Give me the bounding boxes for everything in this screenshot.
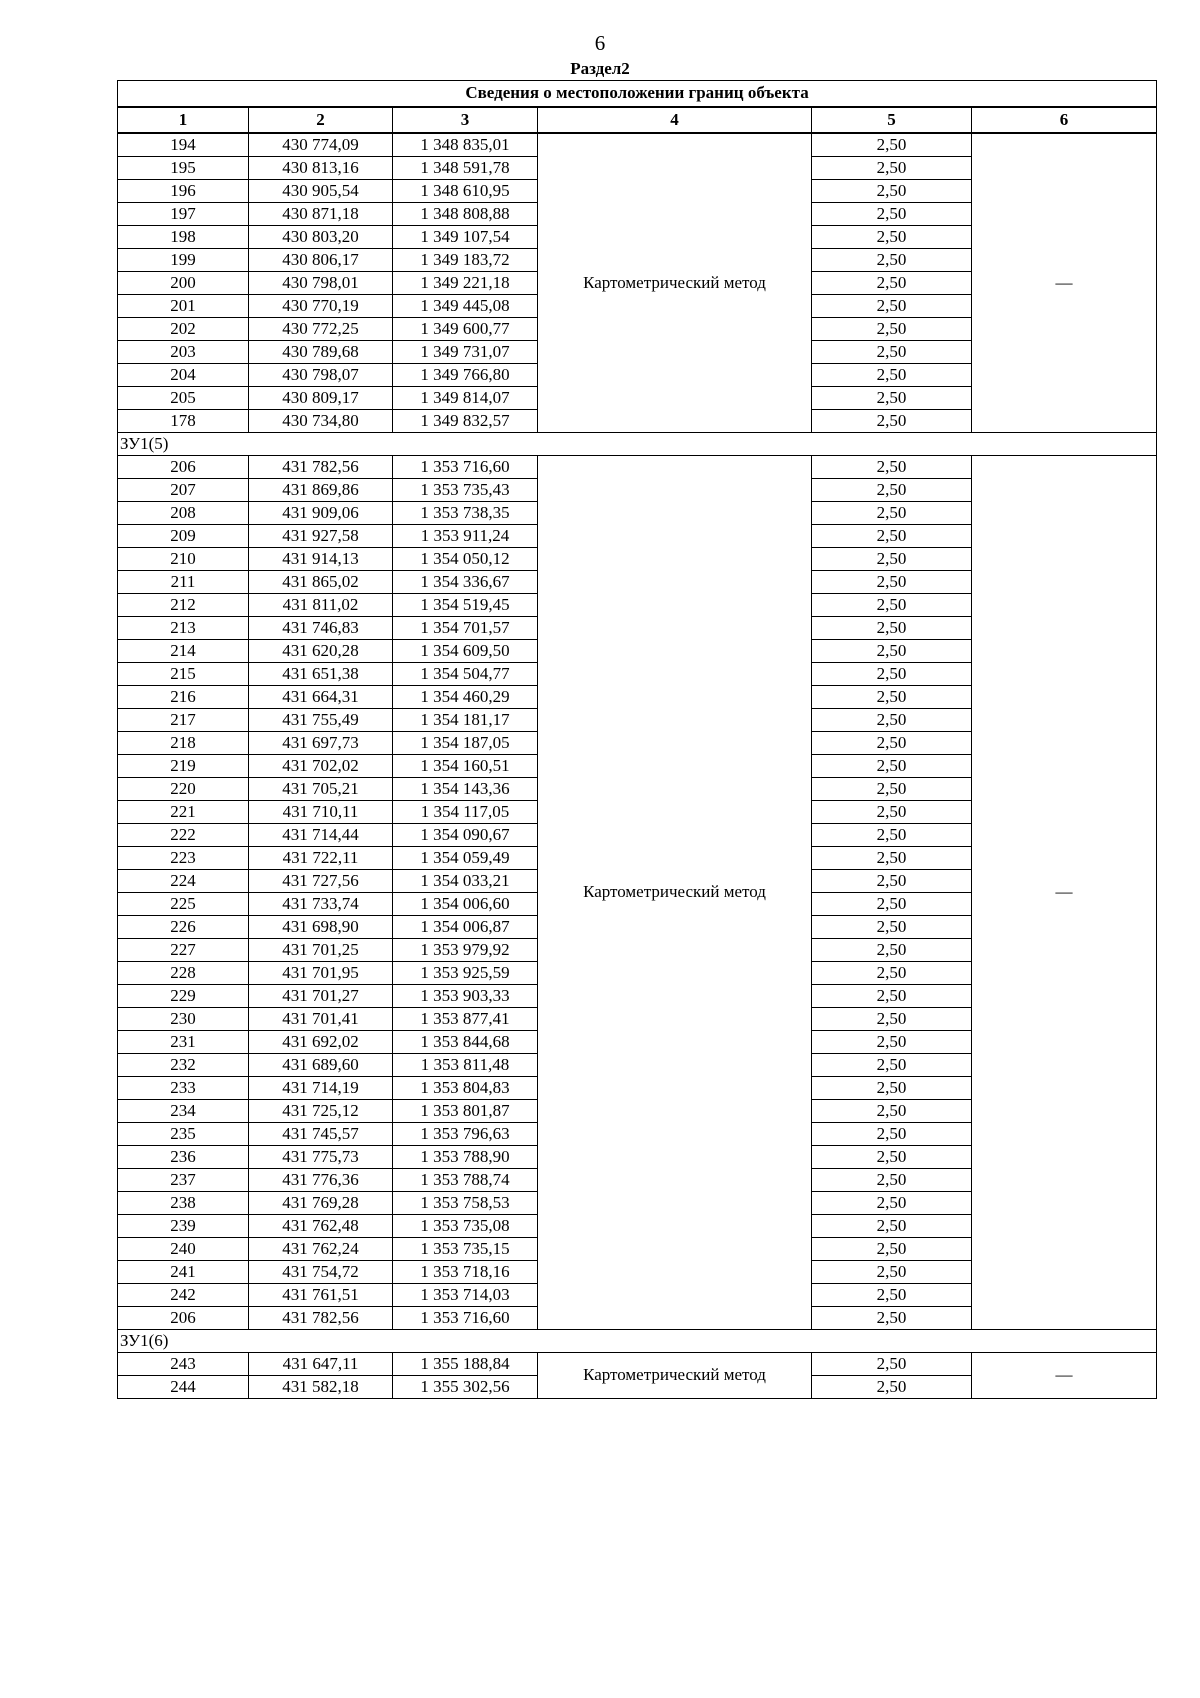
method-cell: Картометрический метод (538, 1352, 812, 1398)
point-number-cell: 216 (118, 685, 249, 708)
accuracy-cell: 2,50 (812, 547, 972, 570)
accuracy-cell: 2,50 (812, 777, 972, 800)
point-number-cell: 214 (118, 639, 249, 662)
coordinate-x-cell: 430 905,54 (249, 179, 393, 202)
accuracy-cell: 2,50 (812, 685, 972, 708)
column-header-3: 3 (393, 107, 538, 133)
point-number-cell: 213 (118, 616, 249, 639)
point-number-cell: 207 (118, 478, 249, 501)
coordinate-x-cell: 431 782,56 (249, 1306, 393, 1329)
point-number-cell: 244 (118, 1375, 249, 1398)
note-cell: — (972, 455, 1157, 1329)
coordinate-x-cell: 430 871,18 (249, 202, 393, 225)
coordinate-x-cell: 431 710,11 (249, 800, 393, 823)
coordinate-x-cell: 431 647,11 (249, 1352, 393, 1375)
coordinate-x-cell: 431 582,18 (249, 1375, 393, 1398)
accuracy-cell: 2,50 (812, 1099, 972, 1122)
coordinate-x-cell: 431 705,21 (249, 777, 393, 800)
accuracy-cell: 2,50 (812, 1283, 972, 1306)
coordinate-x-cell: 431 769,28 (249, 1191, 393, 1214)
point-number-cell: 230 (118, 1007, 249, 1030)
coordinate-x-cell: 431 727,56 (249, 869, 393, 892)
coordinate-y-cell: 1 353 877,41 (393, 1007, 538, 1030)
coordinate-x-cell: 431 762,48 (249, 1214, 393, 1237)
accuracy-cell: 2,50 (812, 1191, 972, 1214)
accuracy-cell: 2,50 (812, 1030, 972, 1053)
coordinate-x-cell: 431 698,90 (249, 915, 393, 938)
coordinate-x-cell: 431 865,02 (249, 570, 393, 593)
section-title: Раздел2 (570, 59, 630, 78)
coordinate-x-cell: 430 772,25 (249, 317, 393, 340)
accuracy-cell: 2,50 (812, 409, 972, 432)
coordinate-x-cell: 431 746,83 (249, 616, 393, 639)
accuracy-cell: 2,50 (812, 1076, 972, 1099)
coordinate-y-cell: 1 355 188,84 (393, 1352, 538, 1375)
point-number-cell: 217 (118, 708, 249, 731)
accuracy-cell: 2,50 (812, 570, 972, 593)
coordinate-x-cell: 430 798,01 (249, 271, 393, 294)
coordinate-x-cell: 431 869,86 (249, 478, 393, 501)
point-number-cell: 229 (118, 984, 249, 1007)
accuracy-cell: 2,50 (812, 754, 972, 777)
coordinate-y-cell: 1 349 183,72 (393, 248, 538, 271)
coordinate-y-cell: 1 353 801,87 (393, 1099, 538, 1122)
coordinate-y-cell: 1 354 160,51 (393, 754, 538, 777)
point-number-cell: 224 (118, 869, 249, 892)
point-number-cell: 202 (118, 317, 249, 340)
method-cell: Картометрический метод (538, 133, 812, 433)
accuracy-cell: 2,50 (812, 340, 972, 363)
accuracy-cell: 2,50 (812, 202, 972, 225)
point-number-cell: 221 (118, 800, 249, 823)
coordinate-x-cell: 431 725,12 (249, 1099, 393, 1122)
accuracy-cell: 2,50 (812, 1214, 972, 1237)
point-number-cell: 237 (118, 1168, 249, 1191)
group-label: ЗУ1(5) (118, 432, 1157, 455)
coordinate-x-cell: 430 809,17 (249, 386, 393, 409)
coordinate-x-cell: 431 782,56 (249, 455, 393, 478)
coordinate-y-cell: 1 353 911,24 (393, 524, 538, 547)
point-number-cell: 212 (118, 593, 249, 616)
coordinate-x-cell: 431 714,44 (249, 823, 393, 846)
coordinate-x-cell: 431 714,19 (249, 1076, 393, 1099)
accuracy-cell: 2,50 (812, 1306, 972, 1329)
coordinate-y-cell: 1 354 143,36 (393, 777, 538, 800)
coordinate-x-cell: 431 701,41 (249, 1007, 393, 1030)
accuracy-cell: 2,50 (812, 455, 972, 478)
coordinate-y-cell: 1 349 814,07 (393, 386, 538, 409)
point-number-cell: 206 (118, 1306, 249, 1329)
point-number-cell: 201 (118, 294, 249, 317)
coordinate-y-cell: 1 353 758,53 (393, 1191, 538, 1214)
coordinate-y-cell: 1 353 844,68 (393, 1030, 538, 1053)
coordinate-x-cell: 430 789,68 (249, 340, 393, 363)
point-number-cell: 206 (118, 455, 249, 478)
coordinate-x-cell: 430 774,09 (249, 133, 393, 157)
coordinate-y-cell: 1 353 738,35 (393, 501, 538, 524)
coordinate-y-cell: 1 353 788,90 (393, 1145, 538, 1168)
point-number-cell: 205 (118, 386, 249, 409)
accuracy-cell: 2,50 (812, 846, 972, 869)
coordinate-x-cell: 431 722,11 (249, 846, 393, 869)
method-cell: Картометрический метод (538, 455, 812, 1329)
coordinate-y-cell: 1 353 716,60 (393, 455, 538, 478)
coordinate-x-cell: 431 702,02 (249, 754, 393, 777)
column-header-1: 1 (118, 107, 249, 133)
point-number-cell: 242 (118, 1283, 249, 1306)
page-number: 6 (594, 31, 606, 55)
coordinate-y-cell: 1 353 796,63 (393, 1122, 538, 1145)
column-header-4: 4 (538, 107, 812, 133)
coordinate-y-cell: 1 354 090,67 (393, 823, 538, 846)
point-number-cell: 210 (118, 547, 249, 570)
point-number-cell: 219 (118, 754, 249, 777)
coordinate-x-cell: 430 813,16 (249, 156, 393, 179)
coordinate-y-cell: 1 353 716,60 (393, 1306, 538, 1329)
table-title: Сведения о местоположении границ объекта (118, 81, 1157, 107)
coordinate-y-cell: 1 354 519,45 (393, 593, 538, 616)
coordinate-x-cell: 431 697,73 (249, 731, 393, 754)
coordinate-y-cell: 1 348 591,78 (393, 156, 538, 179)
point-number-cell: 222 (118, 823, 249, 846)
coordinate-y-cell: 1 354 187,05 (393, 731, 538, 754)
coordinate-y-cell: 1 354 609,50 (393, 639, 538, 662)
column-header-6: 6 (972, 107, 1157, 133)
point-number-cell: 196 (118, 179, 249, 202)
table-row (118, 1352, 1157, 1375)
point-number-cell: 233 (118, 1076, 249, 1099)
accuracy-cell: 2,50 (812, 708, 972, 731)
coordinate-x-cell: 431 701,95 (249, 961, 393, 984)
point-number-cell: 238 (118, 1191, 249, 1214)
coordinate-x-cell: 431 762,24 (249, 1237, 393, 1260)
coordinate-x-cell: 431 620,28 (249, 639, 393, 662)
accuracy-cell: 2,50 (812, 179, 972, 202)
accuracy-cell: 2,50 (812, 593, 972, 616)
column-header-row (118, 107, 1157, 133)
coordinate-y-cell: 1 354 181,17 (393, 708, 538, 731)
coordinate-y-cell: 1 349 832,57 (393, 409, 538, 432)
coordinate-y-cell: 1 354 336,67 (393, 570, 538, 593)
point-number-cell: 228 (118, 961, 249, 984)
group-label: ЗУ1(6) (118, 1329, 1157, 1352)
accuracy-cell: 2,50 (812, 386, 972, 409)
accuracy-cell: 2,50 (812, 294, 972, 317)
coordinate-x-cell: 431 761,51 (249, 1283, 393, 1306)
accuracy-cell: 2,50 (812, 823, 972, 846)
accuracy-cell: 2,50 (812, 616, 972, 639)
boundary-coordinates-table (117, 80, 1157, 1399)
coordinate-x-cell: 430 770,19 (249, 294, 393, 317)
accuracy-cell: 2,50 (812, 478, 972, 501)
table-title-row (118, 81, 1157, 107)
point-number-cell: 203 (118, 340, 249, 363)
point-number-cell: 235 (118, 1122, 249, 1145)
accuracy-cell: 2,50 (812, 1260, 972, 1283)
coordinate-x-cell: 431 811,02 (249, 593, 393, 616)
coordinate-x-cell: 431 689,60 (249, 1053, 393, 1076)
coordinate-y-cell: 1 349 600,77 (393, 317, 538, 340)
coordinate-x-cell: 431 664,31 (249, 685, 393, 708)
coordinate-y-cell: 1 353 925,59 (393, 961, 538, 984)
point-number-cell: 223 (118, 846, 249, 869)
coordinate-y-cell: 1 354 117,05 (393, 800, 538, 823)
accuracy-cell: 2,50 (812, 1122, 972, 1145)
point-number-cell: 211 (118, 570, 249, 593)
accuracy-cell: 2,50 (812, 915, 972, 938)
coordinate-y-cell: 1 353 903,33 (393, 984, 538, 1007)
coordinate-x-cell: 431 701,27 (249, 984, 393, 1007)
accuracy-cell: 2,50 (812, 248, 972, 271)
accuracy-cell: 2,50 (812, 984, 972, 1007)
coordinate-y-cell: 1 353 788,74 (393, 1168, 538, 1191)
accuracy-cell: 2,50 (812, 961, 972, 984)
coordinate-x-cell: 431 755,49 (249, 708, 393, 731)
point-number-cell: 236 (118, 1145, 249, 1168)
coordinate-x-cell: 430 734,80 (249, 409, 393, 432)
accuracy-cell: 2,50 (812, 524, 972, 547)
point-number-cell: 194 (118, 133, 249, 157)
coordinate-x-cell: 431 745,57 (249, 1122, 393, 1145)
coordinate-x-cell: 431 733,74 (249, 892, 393, 915)
coordinate-y-cell: 1 349 107,54 (393, 225, 538, 248)
coordinate-y-cell: 1 353 714,03 (393, 1283, 538, 1306)
coordinate-x-cell: 431 927,58 (249, 524, 393, 547)
coordinate-y-cell: 1 354 006,87 (393, 915, 538, 938)
point-number-cell: 178 (118, 409, 249, 432)
coordinate-y-cell: 1 354 050,12 (393, 547, 538, 570)
coordinate-x-cell: 431 775,73 (249, 1145, 393, 1168)
accuracy-cell: 2,50 (812, 501, 972, 524)
accuracy-cell: 2,50 (812, 731, 972, 754)
coordinate-y-cell: 1 348 835,01 (393, 133, 538, 157)
coordinate-y-cell: 1 353 735,08 (393, 1214, 538, 1237)
accuracy-cell: 2,50 (812, 1352, 972, 1375)
coordinate-y-cell: 1 354 006,60 (393, 892, 538, 915)
point-number-cell: 226 (118, 915, 249, 938)
coordinate-y-cell: 1 353 735,15 (393, 1237, 538, 1260)
coordinate-y-cell: 1 349 766,80 (393, 363, 538, 386)
point-number-cell: 198 (118, 225, 249, 248)
accuracy-cell: 2,50 (812, 1145, 972, 1168)
coordinate-y-cell: 1 354 059,49 (393, 846, 538, 869)
note-cell: — (972, 1352, 1157, 1398)
point-number-cell: 243 (118, 1352, 249, 1375)
column-header-2: 2 (249, 107, 393, 133)
accuracy-cell: 2,50 (812, 892, 972, 915)
point-number-cell: 239 (118, 1214, 249, 1237)
coordinate-x-cell: 431 776,36 (249, 1168, 393, 1191)
accuracy-cell: 2,50 (812, 1237, 972, 1260)
point-number-cell: 200 (118, 271, 249, 294)
coordinate-y-cell: 1 353 718,16 (393, 1260, 538, 1283)
coordinate-y-cell: 1 348 610,95 (393, 179, 538, 202)
point-number-cell: 197 (118, 202, 249, 225)
coordinate-y-cell: 1 349 445,08 (393, 294, 538, 317)
coordinate-y-cell: 1 348 808,88 (393, 202, 538, 225)
coordinate-x-cell: 430 806,17 (249, 248, 393, 271)
accuracy-cell: 2,50 (812, 938, 972, 961)
coordinate-x-cell: 431 692,02 (249, 1030, 393, 1053)
point-number-cell: 231 (118, 1030, 249, 1053)
coordinate-y-cell: 1 354 701,57 (393, 616, 538, 639)
coordinate-y-cell: 1 353 735,43 (393, 478, 538, 501)
accuracy-cell: 2,50 (812, 639, 972, 662)
coordinate-y-cell: 1 349 221,18 (393, 271, 538, 294)
accuracy-cell: 2,50 (812, 662, 972, 685)
coordinate-y-cell: 1 354 504,77 (393, 662, 538, 685)
coordinate-y-cell: 1 353 804,83 (393, 1076, 538, 1099)
coordinate-x-cell: 430 798,07 (249, 363, 393, 386)
point-number-cell: 225 (118, 892, 249, 915)
coordinate-x-cell: 431 754,72 (249, 1260, 393, 1283)
point-number-cell: 240 (118, 1237, 249, 1260)
table-row (118, 133, 1157, 157)
coordinate-x-cell: 431 914,13 (249, 547, 393, 570)
accuracy-cell: 2,50 (812, 1007, 972, 1030)
coordinate-x-cell: 431 651,38 (249, 662, 393, 685)
point-number-cell: 209 (118, 524, 249, 547)
coordinate-y-cell: 1 355 302,56 (393, 1375, 538, 1398)
accuracy-cell: 2,50 (812, 156, 972, 179)
coordinate-x-cell: 431 909,06 (249, 501, 393, 524)
point-number-cell: 241 (118, 1260, 249, 1283)
point-number-cell: 234 (118, 1099, 249, 1122)
group-label-row (118, 1329, 1157, 1352)
accuracy-cell: 2,50 (812, 225, 972, 248)
coordinate-y-cell: 1 353 811,48 (393, 1053, 538, 1076)
accuracy-cell: 2,50 (812, 869, 972, 892)
accuracy-cell: 2,50 (812, 1375, 972, 1398)
coordinate-x-cell: 431 701,25 (249, 938, 393, 961)
table-row (118, 455, 1157, 478)
point-number-cell: 220 (118, 777, 249, 800)
point-number-cell: 204 (118, 363, 249, 386)
point-number-cell: 199 (118, 248, 249, 271)
point-number-cell: 195 (118, 156, 249, 179)
point-number-cell: 227 (118, 938, 249, 961)
coordinate-x-cell: 430 803,20 (249, 225, 393, 248)
point-number-cell: 218 (118, 731, 249, 754)
note-cell: — (972, 133, 1157, 433)
accuracy-cell: 2,50 (812, 800, 972, 823)
coordinate-y-cell: 1 354 460,29 (393, 685, 538, 708)
group-label-row (118, 432, 1157, 455)
point-number-cell: 208 (118, 501, 249, 524)
accuracy-cell: 2,50 (812, 1168, 972, 1191)
point-number-cell: 215 (118, 662, 249, 685)
accuracy-cell: 2,50 (812, 1053, 972, 1076)
accuracy-cell: 2,50 (812, 133, 972, 157)
accuracy-cell: 2,50 (812, 317, 972, 340)
coordinate-y-cell: 1 353 979,92 (393, 938, 538, 961)
accuracy-cell: 2,50 (812, 271, 972, 294)
coordinate-y-cell: 1 349 731,07 (393, 340, 538, 363)
coordinate-y-cell: 1 354 033,21 (393, 869, 538, 892)
column-header-5: 5 (812, 107, 972, 133)
point-number-cell: 232 (118, 1053, 249, 1076)
accuracy-cell: 2,50 (812, 363, 972, 386)
